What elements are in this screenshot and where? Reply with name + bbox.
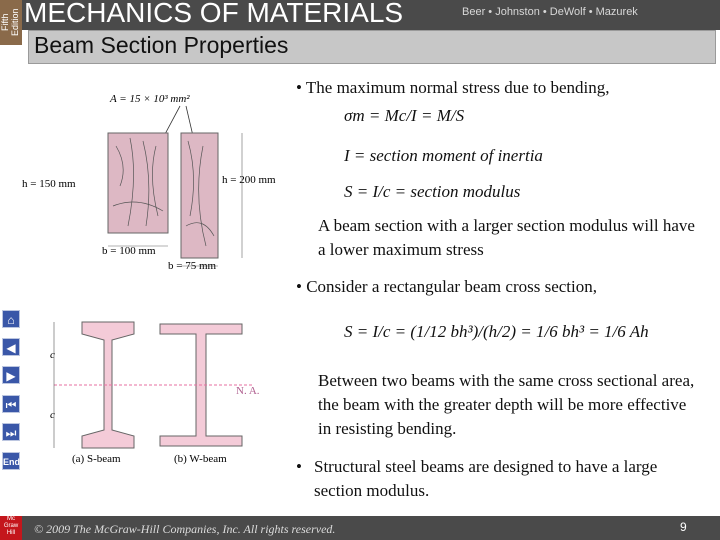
right-section: [181, 133, 218, 258]
bullet-2-text: Consider a rectangular beam cross section,: [306, 277, 597, 296]
h-right-label: h = 200 mm: [222, 174, 276, 186]
area-label: A = 15 × 10³ mm²: [110, 93, 190, 105]
header-title: MECHANICS OF MATERIALS: [24, 0, 404, 28]
caption-s-beam: (a) S-beam: [72, 453, 121, 465]
page-number: 9: [680, 520, 687, 534]
last-button[interactable]: [2, 423, 20, 441]
arrow-right-icon: ▶: [6, 369, 16, 383]
def-section-modulus: S = I/c = section modulus: [344, 182, 521, 201]
bullet-2: • Consider a rectangular beam cross section,: [296, 277, 597, 296]
bullet-1-text: The maximum normal stress due to bending,: [305, 78, 610, 97]
next-button[interactable]: [2, 366, 20, 384]
previous-button[interactable]: [2, 338, 20, 356]
def-inertia: I = section moment of inertia: [344, 146, 543, 165]
bullet-1: • The maximum normal stress due to bending,: [296, 78, 610, 97]
rect-formula: S = I/c = (1/12 bh³)/(h/2) = 1/6 bh³ = 1/6 Ah: [344, 322, 649, 341]
bullet-3: • Structural steel beams are designed to have a large section modulus.: [296, 455, 700, 503]
header-authors: Beer • Johnston • DeWolf • Mazurek: [462, 6, 638, 18]
slide-title: Beam Section Properties: [34, 32, 289, 58]
mcgraw-hill-logo: Mc Graw Hill: [0, 516, 22, 540]
caption-w-beam: (b) W-beam: [174, 453, 227, 465]
arrow-left-icon: ◀: [6, 341, 16, 355]
s-w-beam-figure: [42, 318, 282, 468]
end-button[interactable]: End: [2, 452, 20, 470]
bullet-3-text: Structural steel beams are designed to have a large section modulus.: [314, 457, 658, 500]
home-button[interactable]: [2, 310, 20, 328]
first-slide-icon: ⏮: [5, 398, 17, 412]
rectangular-sections-figure: [22, 86, 298, 272]
h-left-label: h = 150 mm: [22, 178, 76, 190]
paragraph-1: A beam section with a larger section modulus will have a lower maximum stress: [318, 216, 695, 259]
c-label-bottom: c: [50, 409, 55, 421]
home-icon: ⌂: [7, 313, 15, 327]
paragraph-2: Between two beams with the same cross sectional area, the beam with the greater depth will be more effective in resisting bending.: [318, 371, 695, 438]
neutral-axis-label: N. A.: [236, 385, 260, 397]
c-label-top: c: [50, 349, 55, 361]
last-slide-icon: ⏭: [5, 426, 17, 440]
b-right-label: b = 75 mm: [168, 260, 217, 272]
first-button[interactable]: [2, 395, 20, 413]
stress-formula: σm = Mc/I = M/S: [344, 106, 465, 125]
copyright: © 2009 The McGraw-Hill Companies, Inc. All rights reserved.: [34, 522, 336, 536]
edition-label: Fifth Edition: [0, 0, 22, 45]
b-left-label: b = 100 mm: [102, 245, 156, 257]
